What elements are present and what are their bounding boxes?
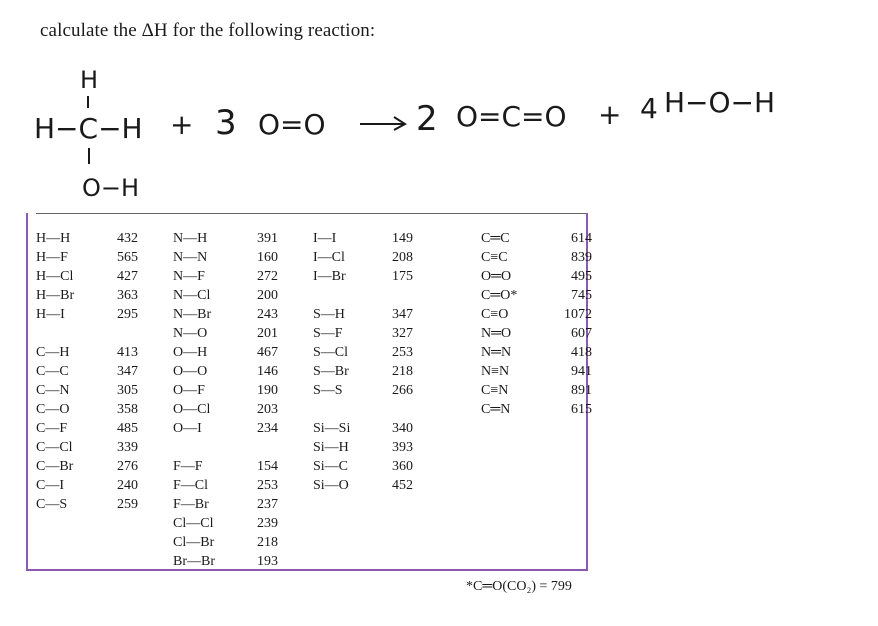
bond-energy-value: 175: [392, 269, 413, 284]
bond-label: C═C: [481, 231, 510, 246]
table-top-rule: [36, 213, 586, 214]
bond-label: I—I: [313, 231, 337, 246]
bond-label: C—Br: [36, 459, 74, 474]
bond-energy-value: 347: [392, 307, 413, 322]
bond-label: N—O: [173, 326, 208, 341]
bond-label: O—I: [173, 421, 202, 436]
co2-molecule: O=C=O: [456, 100, 567, 133]
bond-label: F—Cl: [173, 478, 209, 493]
bond-energy-value: 208: [392, 250, 413, 265]
bond-energy-value: 234: [257, 421, 278, 436]
bond-energy-value: 327: [392, 326, 413, 341]
reaction-equation: [0, 60, 878, 210]
bond-energy-value: 190: [257, 383, 278, 398]
bond-label: S—S: [313, 383, 343, 398]
bond-energy-table: [26, 213, 592, 571]
bond-energy-value: 295: [117, 307, 138, 322]
bond-energy-value: 272: [257, 269, 278, 284]
coef-h2o: 4: [640, 92, 658, 125]
bond-label: H—F: [36, 250, 68, 265]
bond-energy-value: 339: [117, 440, 138, 455]
bond-label: O—H: [173, 345, 208, 360]
bond-label: S—Br: [313, 364, 349, 379]
bond-energy-value: 432: [117, 231, 138, 246]
bond-label: C—C: [36, 364, 69, 379]
bond-energy-value: 391: [257, 231, 278, 246]
coef-co2: 2: [416, 99, 438, 139]
bond-energy-value: 360: [392, 459, 413, 474]
bond-label: C—I: [36, 478, 64, 493]
bond-label: C—S: [36, 497, 68, 512]
bond-energy-value: 745: [571, 288, 592, 303]
methanol-bottom: O−H: [82, 174, 140, 202]
bond-energy-value: 146: [257, 364, 278, 379]
bond-energy-value: 485: [117, 421, 138, 436]
bond-energy-value: 615: [571, 402, 592, 417]
bond-energy-value: 201: [257, 326, 278, 341]
bond-label: N═N: [481, 345, 512, 360]
bond-energy-value: 237: [257, 497, 278, 512]
bond-label: C≡O: [481, 307, 509, 322]
bond-energy-value: 253: [257, 478, 278, 493]
plus-1: +: [170, 108, 194, 141]
bond-label: C≡N: [481, 383, 509, 398]
bond-energy-value: 427: [117, 269, 138, 284]
bond-energy-value: 154: [257, 459, 278, 474]
bond-energy-value: 149: [392, 231, 413, 246]
bond-energy-value: 891: [571, 383, 592, 398]
bond-energy-value: 363: [117, 288, 138, 303]
bond-label: I—Br: [313, 269, 346, 284]
bond-energy-value: 253: [392, 345, 413, 360]
bond-label: O—Cl: [173, 402, 211, 417]
bond-energy-value: 347: [117, 364, 138, 379]
bond-energy-value: 358: [117, 402, 138, 417]
bond-energy-value: 200: [257, 288, 278, 303]
bond-label: Si—Si: [313, 421, 351, 436]
bond-energy-value: 239: [257, 516, 278, 531]
bond-label: F—F: [173, 459, 203, 474]
bond-label: Cl—Br: [173, 535, 215, 550]
bond-energy-value: 340: [392, 421, 413, 436]
bond-energy-value: 203: [257, 402, 278, 417]
bond-label: N≡N: [481, 364, 510, 379]
bond-energy-value: 413: [117, 345, 138, 360]
plus-2: +: [598, 98, 622, 131]
bond-energy-value: 218: [392, 364, 413, 379]
bond-label: Si—C: [313, 459, 349, 474]
bond-label: O—F: [173, 383, 205, 398]
o2-molecule: O=O: [258, 108, 326, 141]
bond-energy-value: 418: [571, 345, 592, 360]
bond-energy-value: 160: [257, 250, 278, 265]
bond-energy-value: 452: [392, 478, 413, 493]
bond-label: C≡C: [481, 250, 508, 265]
bond-label: Si—O: [313, 478, 349, 493]
bond-label: H—Br: [36, 288, 75, 303]
bond-label: I—Cl: [313, 250, 345, 265]
bond-label: S—F: [313, 326, 343, 341]
bond-label: N—N: [173, 250, 208, 265]
bond-energy-value: 240: [117, 478, 138, 493]
bond-label: C═N: [481, 402, 511, 417]
bond-energy-value: 614: [571, 231, 592, 246]
bond-energy-value: 266: [392, 383, 413, 398]
bond-label: N—F: [173, 269, 205, 284]
bond-energy-value: 565: [117, 250, 138, 265]
bond-label: C—O: [36, 402, 70, 417]
bond-label: N—Br: [173, 307, 212, 322]
bond-label: C—Cl: [36, 440, 73, 455]
bond-energy-value: 259: [117, 497, 138, 512]
bond-energy-value: 941: [571, 364, 592, 379]
bond-energy-value: 393: [392, 440, 413, 455]
bond-label: Si—H: [313, 440, 349, 455]
bond-energy-value: 276: [117, 459, 138, 474]
methanol-row: H−C−H: [34, 112, 143, 145]
bond-label: F—Br: [173, 497, 209, 512]
bond-energy-value: 193: [257, 554, 278, 569]
table-footnote: *C═O(CO₂) = 799: [466, 579, 572, 594]
h2o-molecule: H−O−H: [664, 86, 776, 119]
bond-label: Cl—Cl: [173, 516, 214, 531]
bond-label: N—H: [173, 231, 208, 246]
bond-energy-value: 243: [257, 307, 278, 322]
bond-label: N—Cl: [173, 288, 211, 303]
bond-label: C—F: [36, 421, 68, 436]
bond-label: C═O*: [481, 288, 518, 303]
coef-o2: 3: [215, 103, 237, 143]
bond-label: C—N: [36, 383, 70, 398]
bond-energy-value: 607: [571, 326, 592, 341]
bond-label: H—H: [36, 231, 71, 246]
bond-label: O—O: [173, 364, 208, 379]
bond-label: H—I: [36, 307, 65, 322]
bond-energy-value: 1072: [564, 307, 592, 322]
bond-energy-value: 839: [571, 250, 592, 265]
bond-label: Br—Br: [173, 554, 215, 569]
bond-energy-value: 467: [257, 345, 278, 360]
bond-label: C—H: [36, 345, 70, 360]
bond-label: S—H: [313, 307, 345, 322]
bond-energy-value: 305: [117, 383, 138, 398]
bond-energy-value: 495: [571, 269, 592, 284]
bond-label: N═O: [481, 326, 512, 341]
bond-energy-value: 218: [257, 535, 278, 550]
methanol-top-h: H: [80, 66, 99, 94]
bond-label: H—Cl: [36, 269, 74, 284]
bond-label: S—Cl: [313, 345, 349, 360]
bond-label: O═O: [481, 269, 512, 284]
question-text: calculate the ΔH for the following reaction:: [40, 20, 376, 41]
